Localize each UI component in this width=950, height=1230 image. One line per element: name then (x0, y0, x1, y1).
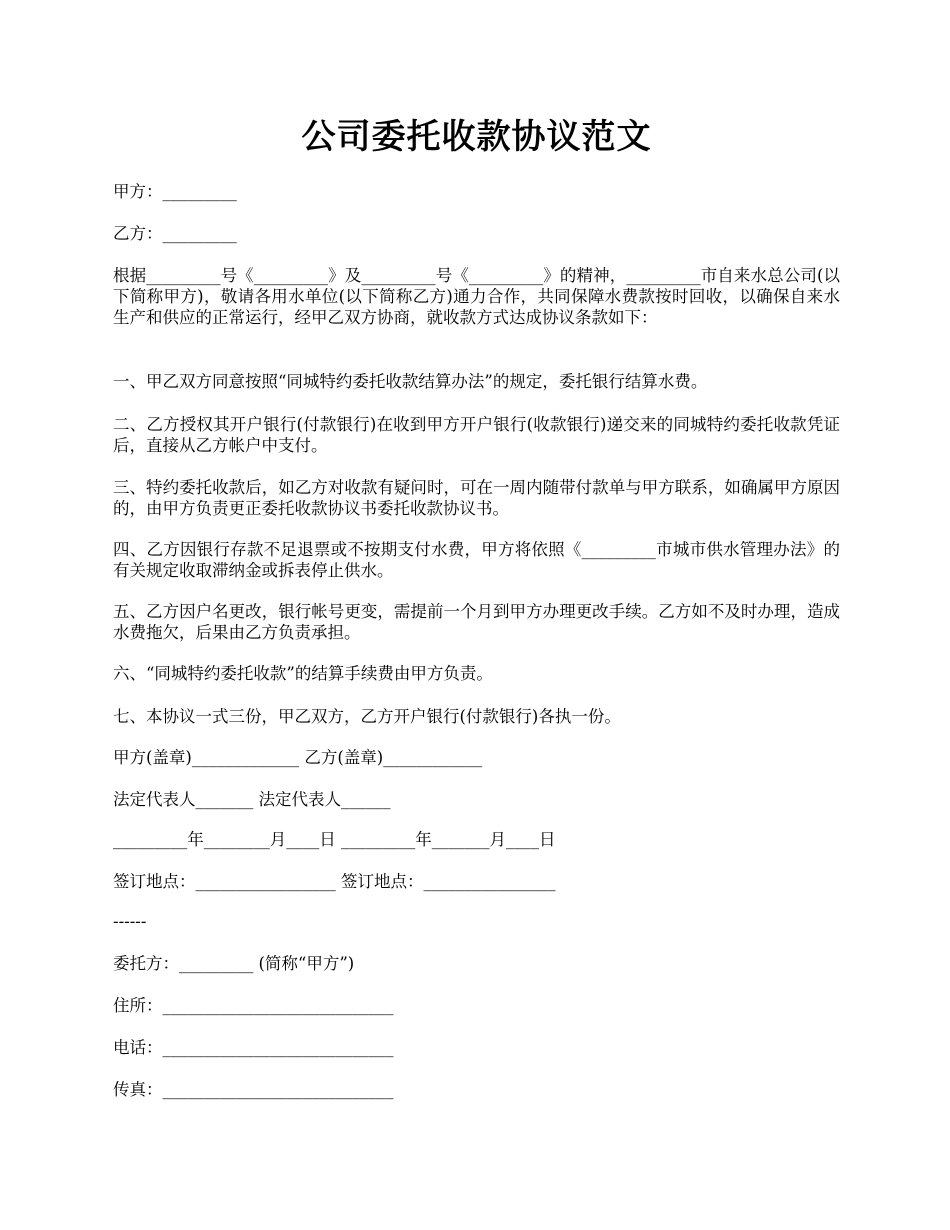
separator-line: ------ (113, 912, 147, 931)
seal-line: 甲方(盖章)_____________ 乙方(盖章)____________ (113, 748, 483, 767)
phone-line: 电话：____________________________ (113, 1038, 394, 1057)
signing-place-line: 签订地点：_________________ 签订地点：________________ (113, 872, 556, 891)
address-line: 住所：____________________________ (113, 996, 394, 1015)
party-a-line: 甲方：_________ (113, 182, 237, 201)
fax-line: 传真：____________________________ (113, 1080, 394, 1099)
date-line: _________年________月____日 _________年_______月____日 (113, 830, 556, 849)
intro-paragraph: 根据_________号《_________》及_________号《_________》的精神，_________市自来水总公司(以下简称甲方)，敬请各用水单位(以下简称乙方)通力合作，共同保障水费款按时回收，以确保自来水生产和供应的正常运行，经甲乙双方协商，就收款方式达成协议条款如下： (113, 266, 840, 327)
clause-3: 三、特约委托收款后，如乙方对收款有疑问时，可在一周内随带付款单与甲方联系，如确属甲方原因的，由甲方负责更正委托收款协议书委托收款协议书。 (113, 478, 840, 518)
clause-7: 七、本协议一式三份，甲乙双方，乙方开户银行(付款银行)各执一份。 (113, 707, 621, 726)
clause-1: 一、甲乙双方同意按照“同城特约委托收款结算办法”的规定，委托银行结算水费。 (113, 372, 708, 391)
clause-6: 六、“同城特约委托收款”的结算手续费由甲方负责。 (113, 664, 493, 683)
entrusting-party-line: 委托方：_________ (简称“甲方”) (113, 954, 355, 973)
party-b-line: 乙方：_________ (113, 224, 237, 243)
legal-rep-line: 法定代表人_______ 法定代表人______ (113, 790, 391, 809)
clause-5: 五、乙方因户名更改，银行帐号更变，需提前一个月到甲方办理更改手续。乙方如不及时办理，造成水费拖欠，后果由乙方负责承担。 (113, 602, 840, 642)
clause-2: 二、乙方授权其开户银行(付款银行)在收到甲方开户银行(收款银行)递交来的同城特约委托收款凭证后，直接从乙方帐户中支付。 (113, 415, 840, 455)
document-title: 公司委托收款协议范文 (301, 117, 652, 157)
clause-4: 四、乙方因银行存款不足退票或不按期支付水费，甲方将依照《_________市城市供水管理办法》的有关规定收取滞纳金或拆表停止供水。 (113, 540, 840, 580)
